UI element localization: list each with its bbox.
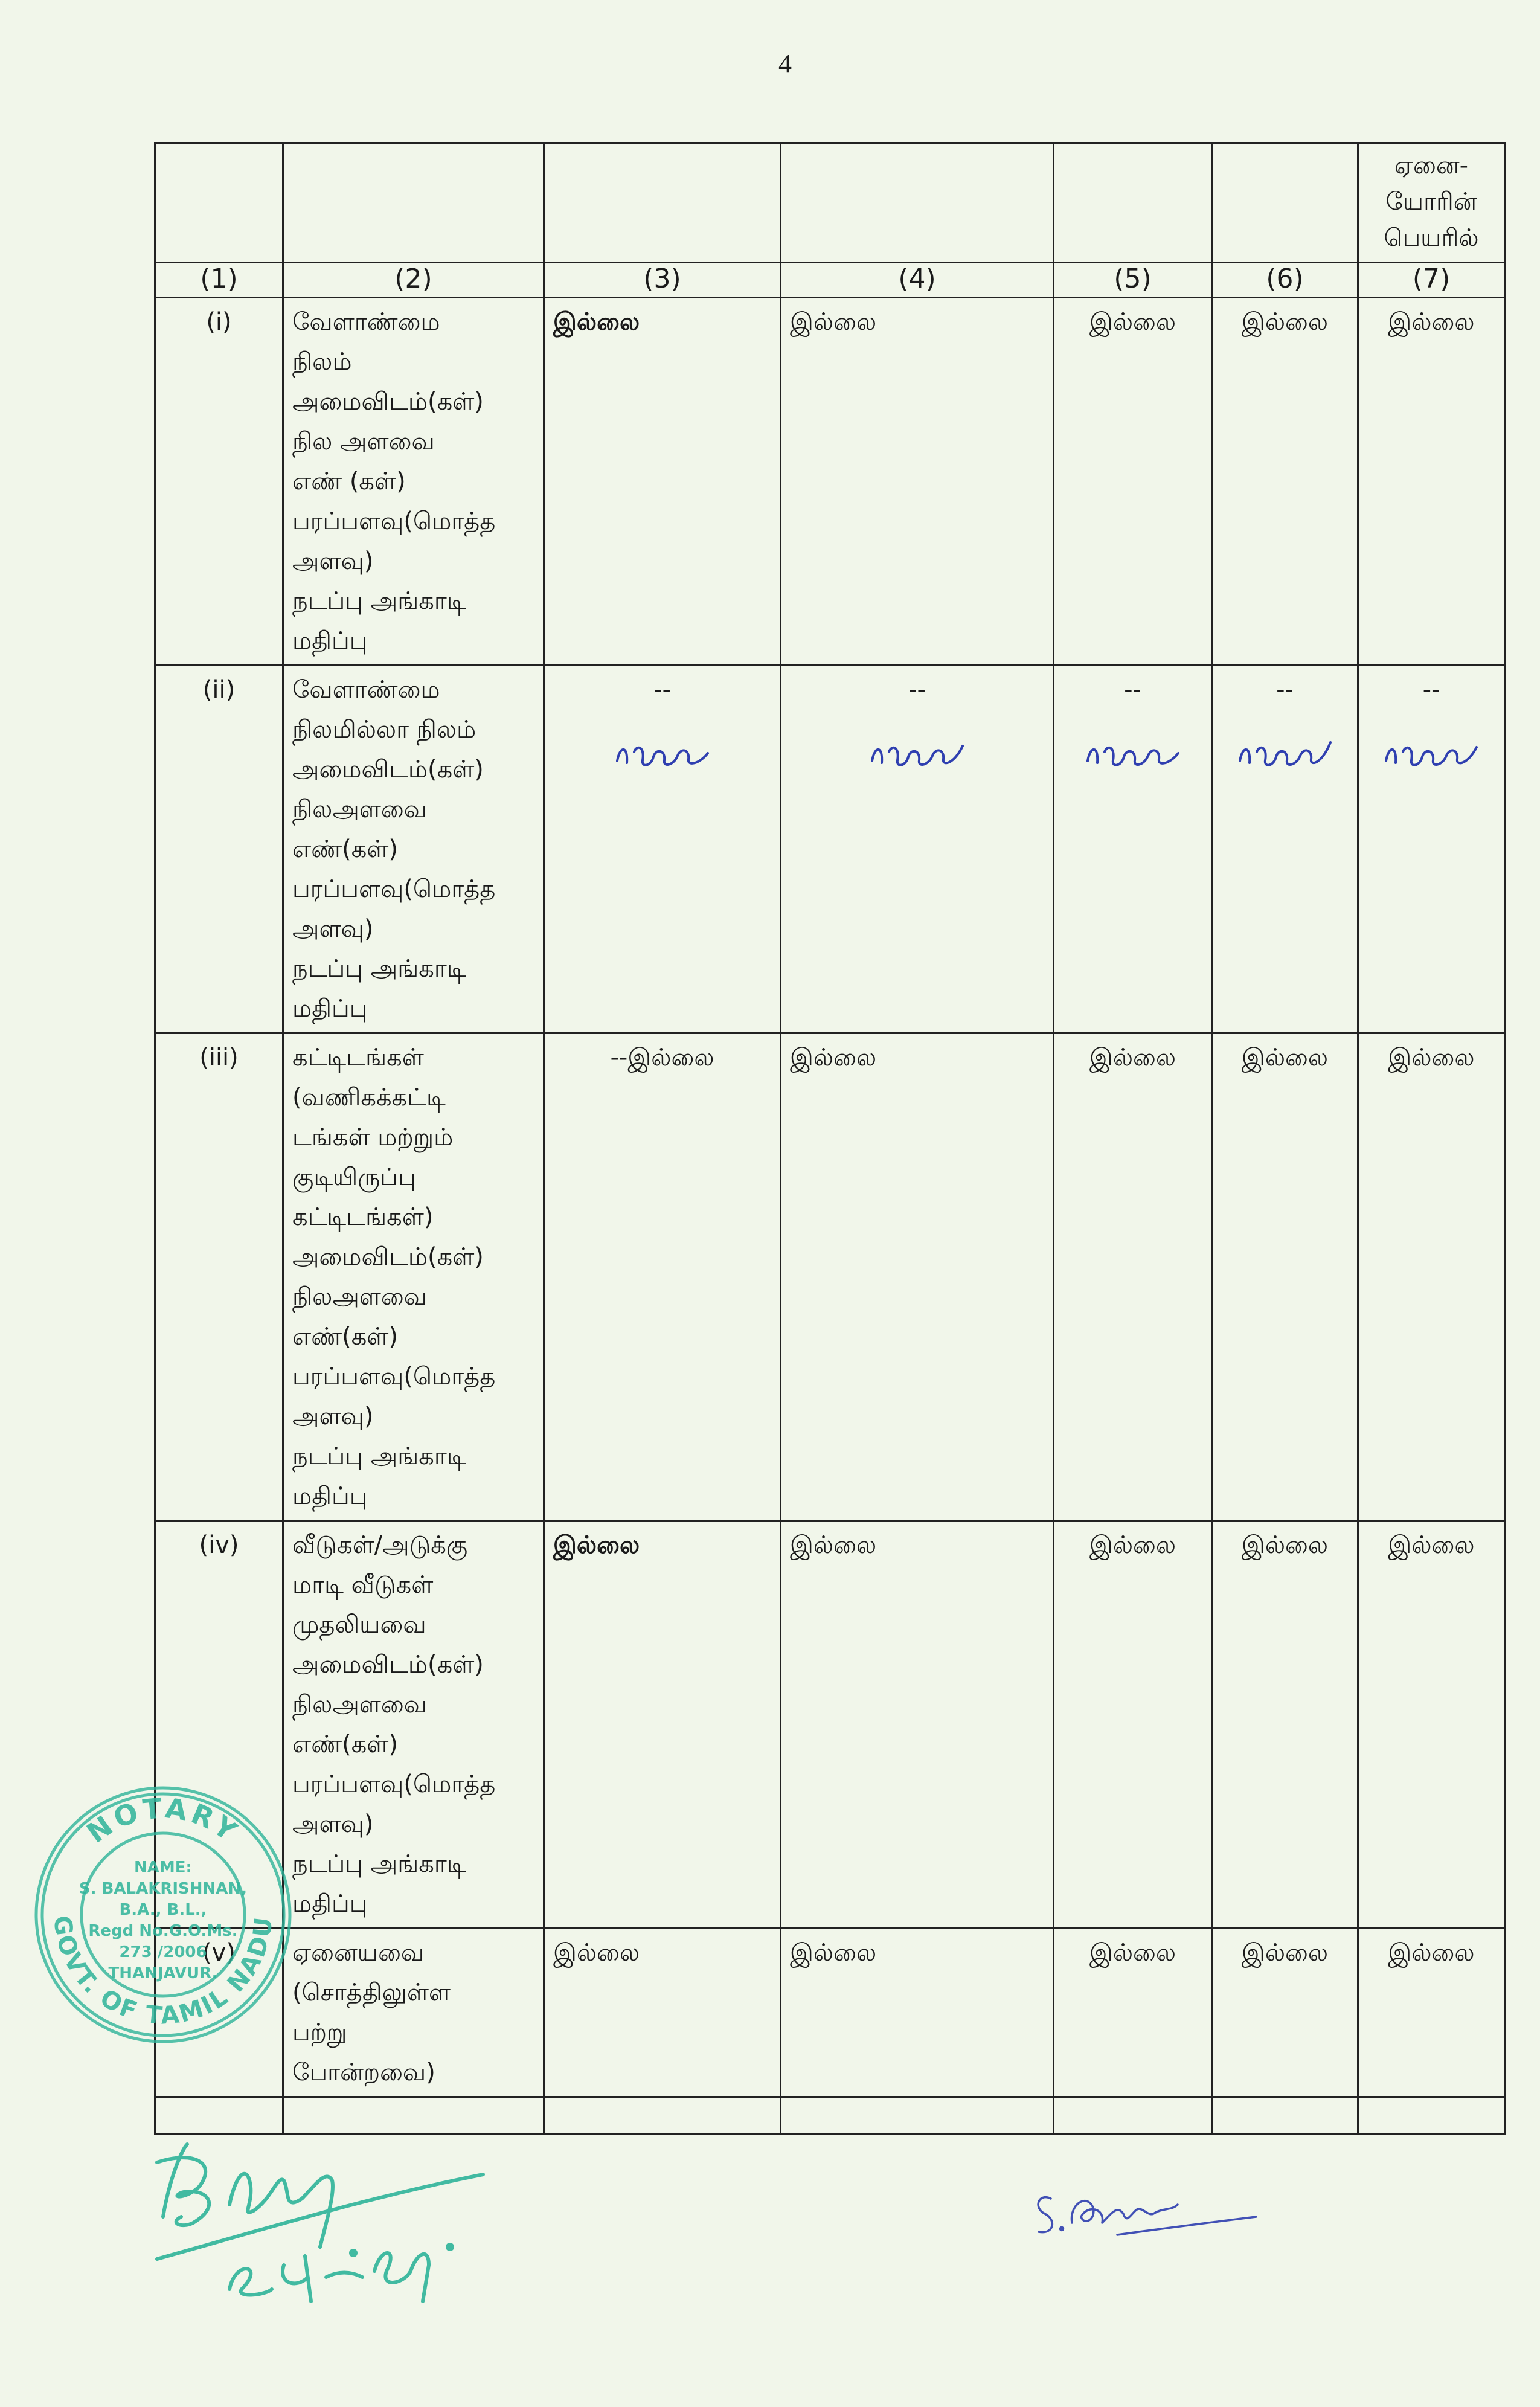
header-line: ஏனை- <box>1394 152 1469 179</box>
row-index: (ii) <box>155 666 283 1033</box>
description-line: பற்று <box>292 2019 347 2046</box>
header-row <box>155 143 1505 263</box>
description-line: நடப்பு அங்காடி <box>292 1442 466 1470</box>
description-line: அமைவிடம்(கள்) <box>292 388 484 416</box>
description-line: அளவு) <box>292 1403 374 1430</box>
cell-value: இல்லை <box>1054 1929 1212 2097</box>
description-line: பரப்பளவு(மொத்த <box>292 1363 496 1390</box>
empty-cell <box>544 2097 781 2135</box>
description-line: டங்கள் மற்றும் <box>292 1123 454 1151</box>
description-line: நிலஅளவை <box>292 795 428 823</box>
cell-value: இல்லை <box>1212 1521 1358 1929</box>
description-line: பரப்பளவு(மொத்த <box>292 875 496 903</box>
stamp-top-text: NOTARY <box>80 1792 246 1849</box>
description-line: அமைவிடம்(கள்) <box>292 1651 484 1679</box>
description-line: பரப்பளவு(மொத்த <box>292 507 496 535</box>
column-number: (2) <box>283 263 544 298</box>
description-line: வீடுகள்/அடுக்கு <box>292 1531 468 1559</box>
description-line: எண்(கள்) <box>292 835 398 863</box>
cell-value: இல்லை <box>1054 1033 1212 1521</box>
cell-value: இல்லை <box>544 298 781 666</box>
stamp-line: THANJAVUR. <box>108 1964 218 1982</box>
handwritten-illai-icon <box>1063 734 1202 788</box>
description-line: (சொத்திலுள்ள <box>292 1979 451 2007</box>
stamp-line: S. BALAKRISHNAN, <box>79 1880 248 1898</box>
cell-value: இல்லை <box>1212 1033 1358 1521</box>
dash-text: -- <box>1422 676 1440 704</box>
header-cell-2 <box>283 143 544 263</box>
description-line: நிலஅளவை <box>292 1691 428 1718</box>
dash-text: -- <box>1124 676 1141 704</box>
cell-value <box>1054 666 1212 1033</box>
cell-value <box>1212 666 1358 1033</box>
description-line: அளவு) <box>292 1810 374 1838</box>
dash-text: -- <box>1276 676 1294 704</box>
handwritten-illai-icon <box>1367 734 1495 788</box>
row-description <box>283 1521 544 1929</box>
description-line: மதிப்பு <box>292 1890 368 1918</box>
stamp-line: NAME: <box>134 1859 192 1877</box>
cell-value: இல்லை <box>1054 298 1212 666</box>
cell-value <box>544 666 781 1033</box>
column-number: (1) <box>155 263 283 298</box>
table-row <box>155 1521 1505 1929</box>
empty-cell <box>1212 2097 1358 2135</box>
cell-value: இல்லை <box>1212 298 1358 666</box>
column-number: (7) <box>1358 263 1505 298</box>
description-line: நில அளவை <box>292 428 435 455</box>
dash-text: -- <box>908 676 926 704</box>
description-line: குடியிருப்பு <box>292 1163 416 1191</box>
assets-table <box>154 142 1506 2135</box>
description-line: கட்டிடங்கள் <box>292 1044 424 1072</box>
description-line: நடப்பு அங்காடி <box>292 1850 466 1878</box>
stamp-line: 273 /2006 <box>119 1943 207 1961</box>
column-number-row <box>155 263 1505 298</box>
row-index: (iii) <box>155 1033 283 1521</box>
stamp-line: B.A., B.L., <box>119 1901 207 1919</box>
cell-value: இல்லை <box>781 1033 1054 1521</box>
cell-value: இல்லை <box>1358 1521 1505 1929</box>
cell-value: இல்லை <box>1054 1521 1212 1929</box>
column-number: (3) <box>544 263 781 298</box>
description-line: வேளாண்மை <box>292 308 440 336</box>
row-description <box>283 1929 544 2097</box>
handwritten-illai-icon <box>553 734 771 788</box>
description-line: எண்(கள்) <box>292 1323 398 1351</box>
cell-value: இல்லை <box>781 1929 1054 2097</box>
description-line: அளவு) <box>292 915 374 943</box>
description-line: மாடி வீடுகள் <box>292 1571 434 1599</box>
description-line: நடப்பு அங்காடி <box>292 955 466 983</box>
header-cell-5 <box>1054 143 1212 263</box>
description-line: அளவு) <box>292 547 374 575</box>
cell-value: இல்லை <box>1358 1033 1505 1521</box>
empty-cell <box>781 2097 1054 2135</box>
table-row <box>155 1033 1505 1521</box>
cell-value: இல்லை <box>544 1929 781 2097</box>
row-description <box>283 666 544 1033</box>
row-index: (i) <box>155 298 283 666</box>
description-line: எண்(கள்) <box>292 1731 398 1758</box>
empty-cell <box>1054 2097 1212 2135</box>
table-row <box>155 298 1505 666</box>
header-cell-6 <box>1212 143 1358 263</box>
notary-signature-icon <box>145 2126 537 2307</box>
row-index: (iv) <box>155 1521 283 1929</box>
description-line: ஏனையவை <box>292 1939 425 1967</box>
stamp-bottom-text: GOVT. OF TAMIL NADU <box>48 1914 278 2030</box>
cell-value: இல்லை <box>781 1521 1054 1929</box>
table-row <box>155 1929 1505 2097</box>
header-cell-3 <box>544 143 781 263</box>
cell-value: இல்லை <box>544 1521 781 1929</box>
column-number: (5) <box>1054 263 1212 298</box>
row-description <box>283 1033 544 1521</box>
handwritten-illai-icon <box>790 734 1044 788</box>
description-line: மதிப்பு <box>292 995 368 1023</box>
description-line: அமைவிடம்(கள்) <box>292 1243 484 1271</box>
cell-value <box>1358 666 1505 1033</box>
page-number: 4 <box>778 49 792 79</box>
description-line: போன்றவை) <box>292 2058 435 2086</box>
description-line: மதிப்பு <box>292 627 368 655</box>
header-cell-7 <box>1358 143 1505 263</box>
description-line: நடப்பு அங்காடி <box>292 587 466 615</box>
cell-value: இல்லை <box>1212 1929 1358 2097</box>
description-line: நிலஅளவை <box>292 1283 428 1311</box>
dash-text: -- <box>653 676 671 704</box>
column-number: (6) <box>1212 263 1358 298</box>
cell-value: இல்லை <box>1358 298 1505 666</box>
table-row <box>155 666 1505 1033</box>
description-line: பரப்பளவு(மொத்த <box>292 1770 496 1798</box>
notary-stamp <box>30 1782 296 2048</box>
deponent-signature-icon <box>1027 2180 1262 2247</box>
description-line: வேளாண்மை <box>292 676 440 704</box>
cell-value <box>781 666 1054 1033</box>
description-line: முதலியவை <box>292 1611 426 1639</box>
stamp-line: Regd No.G.O.Ms. <box>88 1922 238 1940</box>
row-index: (v) <box>155 1929 283 2097</box>
handwritten-illai-icon <box>1221 734 1349 788</box>
description-line: கட்டிடங்கள்) <box>292 1203 434 1231</box>
description-line: மதிப்பு <box>292 1482 368 1510</box>
empty-cell <box>1358 2097 1505 2135</box>
column-number: (4) <box>781 263 1054 298</box>
description-line: அமைவிடம்(கள்) <box>292 756 484 783</box>
description-line: (வணிகக்கட்டி <box>292 1084 446 1111</box>
description-line: நிலமில்லா நிலம் <box>292 716 476 744</box>
header-line: யோரின் <box>1385 188 1477 216</box>
header-cell-1 <box>155 143 283 263</box>
cell-value: இல்லை <box>1358 1929 1505 2097</box>
description-line: நிலம் <box>292 348 352 376</box>
header-line: பெயரில் <box>1384 224 1479 252</box>
description-line: எண் (கள்) <box>292 468 406 495</box>
row-description <box>283 298 544 666</box>
cell-value: --இல்லை <box>544 1033 781 1521</box>
header-cell-4 <box>781 143 1054 263</box>
cell-value: இல்லை <box>781 298 1054 666</box>
